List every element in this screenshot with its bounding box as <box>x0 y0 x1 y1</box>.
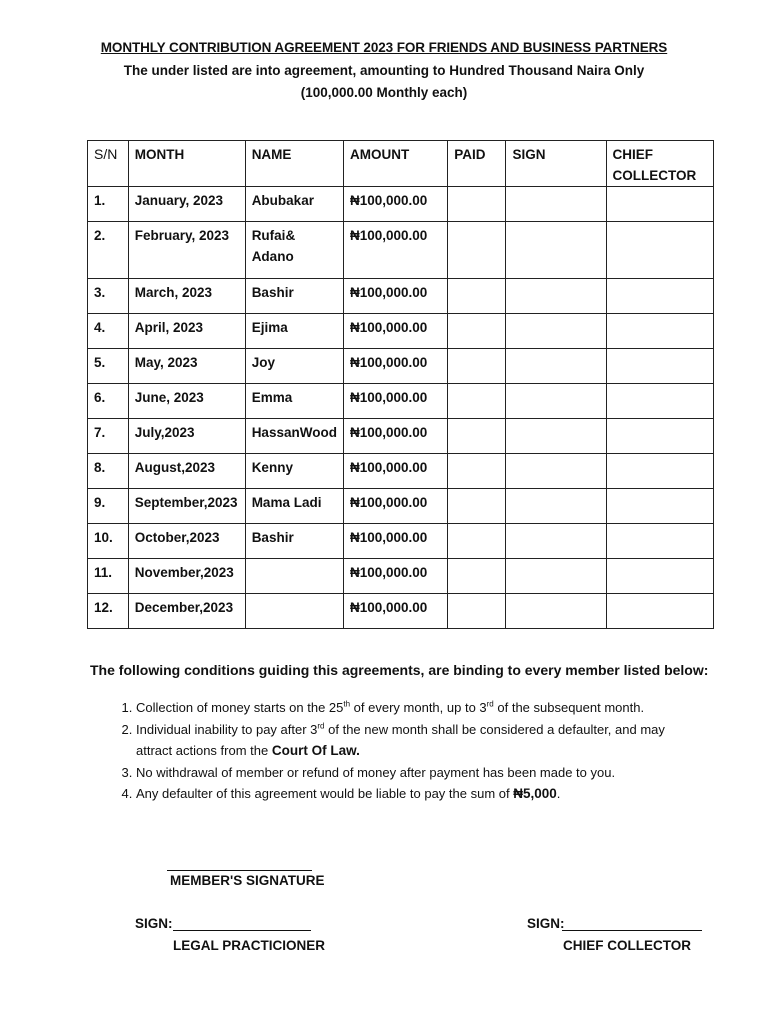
table-row <box>88 524 714 559</box>
legal-signature-line[interactable] <box>173 930 311 931</box>
cell-sn: 3. <box>88 279 129 314</box>
cell-sign[interactable] <box>506 454 606 489</box>
cell-paid[interactable] <box>448 187 506 222</box>
cell-chief-collector[interactable] <box>606 419 713 454</box>
cell-month: July,2023 <box>128 419 245 454</box>
conditions-heading: The following conditions guiding this agreements, are binding to every member listed below: <box>90 662 709 678</box>
table-row <box>88 384 714 419</box>
cell-month: October,2023 <box>128 524 245 559</box>
cell-sign[interactable] <box>506 314 606 349</box>
cell-name: Ejima <box>245 314 343 349</box>
table-row <box>88 314 714 349</box>
cell-chief-collector[interactable] <box>606 187 713 222</box>
cell-amount: ₦100,000.00 <box>343 524 447 559</box>
table-row <box>88 559 714 594</box>
cell-paid[interactable] <box>448 314 506 349</box>
cell-name: Rufai& Adano <box>245 222 343 279</box>
cell-paid[interactable] <box>448 279 506 314</box>
cell-sn: 5. <box>88 349 129 384</box>
cell-month: April, 2023 <box>128 314 245 349</box>
col-header-sign: SIGN <box>506 141 606 187</box>
cell-amount: ₦100,000.00 <box>343 314 447 349</box>
cell-sn: 6. <box>88 384 129 419</box>
col-header-amount: AMOUNT <box>343 141 447 187</box>
cell-sign[interactable] <box>506 384 606 419</box>
cell-amount: ₦100,000.00 <box>343 187 447 222</box>
cell-amount: ₦100,000.00 <box>343 279 447 314</box>
contribution-table <box>87 140 714 629</box>
table-row <box>88 419 714 454</box>
member-signature-line[interactable] <box>167 870 312 871</box>
cell-sn: 1. <box>88 187 129 222</box>
cell-name: HassanWood <box>245 419 343 454</box>
cell-paid[interactable] <box>448 594 506 629</box>
cell-sign[interactable] <box>506 349 606 384</box>
cell-sn: 10. <box>88 524 129 559</box>
cell-paid[interactable] <box>448 489 506 524</box>
cell-sign[interactable] <box>506 419 606 454</box>
monthly-amount-note: (100,000.00 Monthly each) <box>300 85 468 100</box>
cell-amount: ₦100,000.00 <box>343 349 447 384</box>
cell-sn: 2. <box>88 222 129 279</box>
cell-paid[interactable] <box>448 349 506 384</box>
cell-name: Bashir <box>245 279 343 314</box>
cell-paid[interactable] <box>448 222 506 279</box>
cell-sign[interactable] <box>506 489 606 524</box>
cell-chief-collector[interactable] <box>606 559 713 594</box>
cell-chief-collector[interactable] <box>606 222 713 279</box>
cell-paid[interactable] <box>448 419 506 454</box>
table-row <box>88 222 714 279</box>
cell-month: November,2023 <box>128 559 245 594</box>
cell-sign[interactable] <box>506 187 606 222</box>
cell-name: Abubakar <box>245 187 343 222</box>
col-header-paid: PAID <box>448 141 506 187</box>
cell-amount: ₦100,000.00 <box>343 454 447 489</box>
cell-paid[interactable] <box>448 454 506 489</box>
cell-month: June, 2023 <box>128 384 245 419</box>
condition-item-penalty: 4. Any defaulter of this agreement would be liable to pay the sum of ₦5,000. <box>136 783 696 805</box>
cell-month: March, 2023 <box>128 279 245 314</box>
cell-sn: 4. <box>88 314 129 349</box>
cell-amount: ₦100,000.00 <box>343 419 447 454</box>
table-row <box>88 594 714 629</box>
cell-sn: 12. <box>88 594 129 629</box>
cell-name: Kenny <box>245 454 343 489</box>
col-header-month: MONTH <box>128 141 245 187</box>
cell-paid[interactable] <box>448 559 506 594</box>
col-header-chief-collector: CHIEF COLLECTOR <box>606 141 713 187</box>
cell-amount: ₦100,000.00 <box>343 222 447 279</box>
cell-chief-collector[interactable] <box>606 349 713 384</box>
condition-item-defaulter: 2. Individual inability to pay after 3rd of the new month shall be considered a defaulter, and may attract actions from the Court Of Law. <box>136 719 696 762</box>
col-header-sn: S/N <box>88 141 129 187</box>
table-row <box>88 279 714 314</box>
cell-sign[interactable] <box>506 279 606 314</box>
table-row <box>88 489 714 524</box>
cell-month: August,2023 <box>128 454 245 489</box>
cell-amount: ₦100,000.00 <box>343 559 447 594</box>
legal-sign-label: SIGN: <box>135 916 173 931</box>
cell-month: September,2023 <box>128 489 245 524</box>
legal-practitioner-label: LEGAL PRACTICIONER <box>173 938 326 953</box>
cell-paid[interactable] <box>448 524 506 559</box>
cell-chief-collector[interactable] <box>606 454 713 489</box>
cell-name[interactable] <box>245 594 343 629</box>
condition-item-collection: 1. Collection of money starts on the 25th of every month, up to 3rd of the subsequent month. <box>136 697 696 719</box>
cell-sign[interactable] <box>506 594 606 629</box>
cell-sign[interactable] <box>506 524 606 559</box>
cell-sn: 7. <box>88 419 129 454</box>
table-header-row <box>88 141 714 187</box>
cell-month: December,2023 <box>128 594 245 629</box>
cell-chief-collector[interactable] <box>606 594 713 629</box>
cell-name[interactable] <box>245 559 343 594</box>
cell-paid[interactable] <box>448 384 506 419</box>
cell-chief-collector[interactable] <box>606 524 713 559</box>
cell-sn: 8. <box>88 454 129 489</box>
chief-sign-label: SIGN: <box>527 916 565 931</box>
chief-signature-line[interactable] <box>562 930 702 931</box>
cell-chief-collector[interactable] <box>606 489 713 524</box>
table-row <box>88 454 714 489</box>
table-row <box>88 349 714 384</box>
col-header-name: NAME <box>245 141 343 187</box>
cell-month: February, 2023 <box>128 222 245 279</box>
cell-month: May, 2023 <box>128 349 245 384</box>
cell-sign[interactable] <box>506 222 606 279</box>
cell-name: Joy <box>245 349 343 384</box>
cell-chief-collector[interactable] <box>606 279 713 314</box>
cell-month: January, 2023 <box>128 187 245 222</box>
chief-collector-label: CHIEF COLLECTOR <box>563 938 691 953</box>
cell-amount: ₦100,000.00 <box>343 594 447 629</box>
cell-chief-collector[interactable] <box>606 314 713 349</box>
cell-chief-collector[interactable] <box>606 384 713 419</box>
cell-sn: 11. <box>88 559 129 594</box>
agreement-statement: The under listed are into agreement, amounting to Hundred Thousand Naira Only <box>123 63 645 78</box>
cell-name: Emma <box>245 384 343 419</box>
table-row <box>88 187 714 222</box>
conditions-list <box>112 697 696 805</box>
condition-item-no-withdrawal: 3. No withdrawal of member or refund of money after payment has been made to you. <box>136 762 696 784</box>
cell-name: Bashir <box>245 524 343 559</box>
member-signature-label: MEMBER'S SIGNATURE <box>170 873 325 888</box>
cell-amount: ₦100,000.00 <box>343 384 447 419</box>
cell-sn: 9. <box>88 489 129 524</box>
cell-name: Mama Ladi <box>245 489 343 524</box>
cell-sign[interactable] <box>506 559 606 594</box>
document-title: MONTHLY CONTRIBUTION AGREEMENT 2023 FOR FRIENDS AND BUSINESS PARTNERS <box>100 40 668 55</box>
cell-amount: ₦100,000.00 <box>343 489 447 524</box>
